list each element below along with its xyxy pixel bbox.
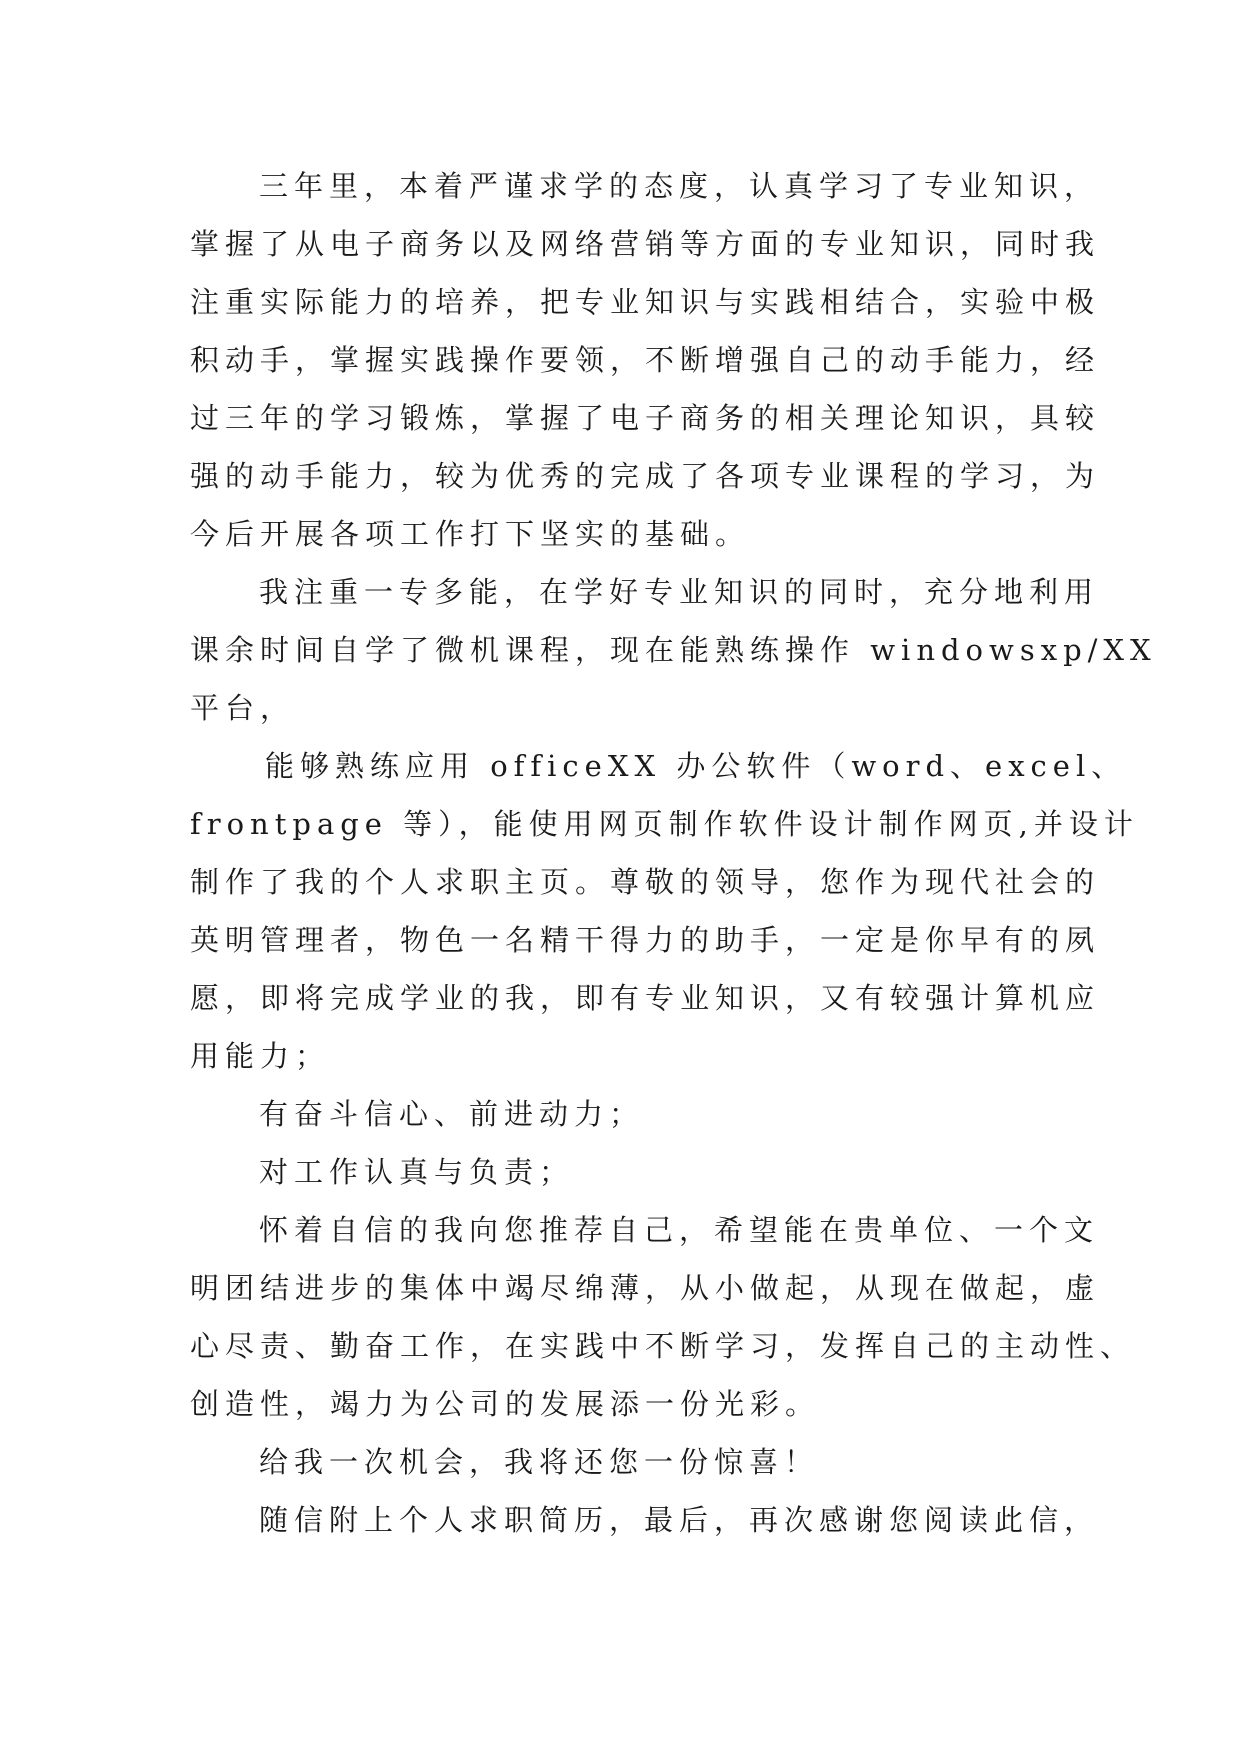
paragraph-6-line-4: 创造性，竭力为公司的发展添一份光彩。 bbox=[190, 1387, 821, 1421]
paragraph-3-line-3: 制作了我的个人求职主页。尊敬的领导，您作为现代社会的 bbox=[190, 865, 1101, 899]
paragraph-2-line-2: 课余时间自学了微机课程，现在能熟练操作 windowsxp/XX bbox=[190, 633, 1157, 667]
paragraph-6-line-3: 心尽责、勤奋工作，在实践中不断学习，发挥自己的主动性、 bbox=[190, 1329, 1136, 1363]
paragraph-1-line-4: 积动手，掌握实践操作要领，不断增强自己的动手能力，经 bbox=[190, 343, 1101, 377]
paragraph-1-line-2: 掌握了从电子商务以及网络营销等方面的专业知识，同时我 bbox=[190, 227, 1101, 261]
letter-body bbox=[190, 157, 1157, 1549]
paragraph-3-line-1: 能够熟练应用 officeXX 办公软件（word、excel、 bbox=[265, 749, 1127, 783]
paragraph-1-line-7: 今后开展各项工作打下坚实的基础。 bbox=[190, 517, 751, 551]
paragraph-6-line-1: 怀着自信的我向您推荐自己，希望能在贵单位、一个文 bbox=[259, 1213, 1100, 1247]
paragraph-6-line-2: 明团结进步的集体中竭尽绵薄，从小做起，从现在做起，虚 bbox=[190, 1271, 1101, 1305]
paragraph-2-line-3: 平台， bbox=[190, 691, 296, 725]
paragraph-3-line-4: 英明管理者，物色一名精干得力的助手，一定是你早有的夙 bbox=[190, 923, 1101, 957]
paragraph-1-line-5: 过三年的学习锻炼，掌握了电子商务的相关理论知识，具较 bbox=[190, 401, 1101, 435]
paragraph-1-line-1: 三年里，本着严谨求学的态度，认真学习了专业知识， bbox=[259, 169, 1100, 203]
paragraph-8-line-1: 随信附上个人求职简历，最后，再次感谢您阅读此信， bbox=[259, 1503, 1100, 1537]
paragraph-1-line-3: 注重实际能力的培养，把专业知识与实践相结合，实验中极 bbox=[190, 285, 1101, 319]
paragraph-2-line-1: 我注重一专多能，在学好专业知识的同时，充分地利用 bbox=[259, 575, 1100, 609]
paragraph-4-line-1: 有奋斗信心、前进动力； bbox=[259, 1097, 645, 1131]
paragraph-3-line-5: 愿，即将完成学业的我，即有专业知识，又有较强计算机应 bbox=[190, 981, 1101, 1015]
paragraph-1-line-6: 强的动手能力，较为优秀的完成了各项专业课程的学习，为 bbox=[190, 459, 1101, 493]
paragraph-3-line-2: frontpage 等），能使用网页制作软件设计制作网页,并设计 bbox=[190, 807, 1139, 841]
paragraph-7-line-1: 给我一次机会，我将还您一份惊喜！ bbox=[259, 1445, 820, 1479]
paragraph-5-line-1: 对工作认真与负责； bbox=[259, 1155, 575, 1189]
paragraph-3-line-6: 用能力； bbox=[190, 1039, 331, 1073]
